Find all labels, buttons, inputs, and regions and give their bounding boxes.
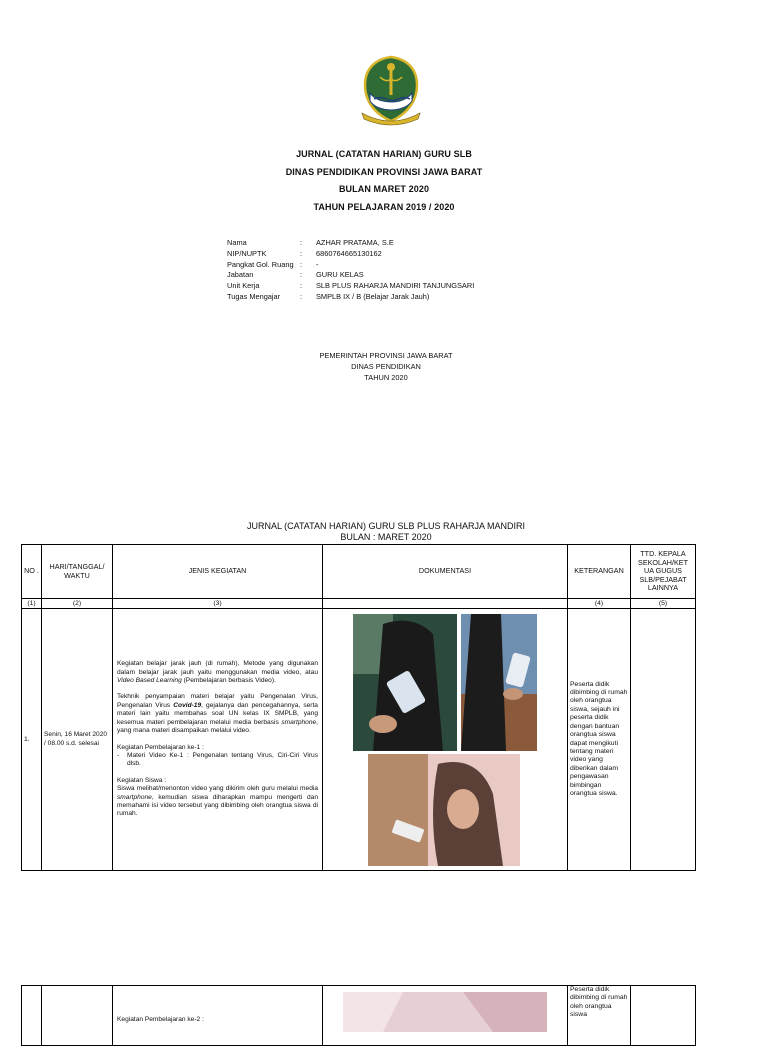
row-documentation bbox=[323, 986, 568, 1046]
header-title-line3: BULAN MARET 2020 bbox=[338, 184, 430, 194]
row-signature bbox=[631, 986, 696, 1046]
documentation-photo-3 bbox=[368, 754, 520, 866]
row-date: Senin, 16 Maret 2020 / 08.00 s.d. selesai bbox=[42, 609, 113, 871]
identity-row: Tugas Mengajar : SMPLB IX / B (Belajar Jarak Jauh) bbox=[227, 291, 430, 301]
column-numbering-row: (1) (2) (3) (4) (5) bbox=[22, 599, 696, 609]
row-activity: Kegiatan Pembelajaran ke-2 : bbox=[113, 986, 323, 1046]
row-notes: Peserta didik dibimbing di rumah oleh orangtua siswa, sejauh ini peserta didik dengan bantuan orangtua siswa dapat mengikuti tentang materi video yang diberikan dalam pengawasan bimbingan orangtua siswa. bbox=[568, 609, 631, 871]
row-number: 1. bbox=[22, 609, 42, 871]
journal-header bbox=[0, 146, 768, 216]
row-signature bbox=[631, 609, 696, 871]
row-activity: Kegiatan belajar jarak jauh (di rumah), Metode yang digunakan dalam belajar jarak jauh yaitu menggunakan media video, atau Video Based Learning (Pembelajaran berbasis Video). Tekhnik penyampaian materi belajar yaitu Pengenalan Virus, Pengenalan Virus Covid-19, gejalanya dan pencegahannya, serta materi lain yaitu membahas soal UN kelas IX SMPLB, yang kesemua materi pembelajaran melalui media berbasis smartphone, yang mana materi disampaikan melalui video. Kegiatan Pembelajaran ke-1 : - Materi Video Ke-1 : Pengenalan tentang Virus, Ciri-Ciri Virus dlsb. Kegiatan Siswa : Siswa melihat/menonton video yang dikirim oleh guru melalui media smartphone, kemudian siswa diharapkan mampu mengerti dan memahami isi video tersebut yang dibimbing oleh orangtua siswa di rumah. bbox=[113, 609, 323, 871]
row-date bbox=[42, 986, 113, 1046]
col-header-signature: TTD. KEPALA SEKOLAH/KET UA GUGUS SLB/PEJABAT LAINNYA bbox=[631, 545, 696, 599]
table-title: JURNAL (CATATAN HARIAN) GURU SLB PLUS RAHARJA MANDIRI BULAN : MARET 2020 bbox=[246, 521, 526, 542]
col-header-notes: KETERANGAN bbox=[568, 545, 631, 599]
journal-table bbox=[21, 544, 696, 871]
government-footer: PEMERINTAH PROVINSI JAWA BARAT DINAS PENDIDIKAN TAHUN 2020 bbox=[319, 351, 453, 382]
journal-table-continued bbox=[21, 985, 696, 1046]
row-notes: Peserta didik dibimbing di rumah oleh orangtua siswa bbox=[568, 986, 631, 1046]
header-title-line2: DINAS PENDIDIKAN PROVINSI JAWA BARAT bbox=[285, 166, 483, 177]
identity-row: NIP/NUPTK : 6860764665130162 bbox=[227, 248, 382, 258]
header-title-line4: TAHUN PELAJARAN 2019 / 2020 bbox=[313, 201, 455, 212]
col-header-activity: JENIS KEGIATAN bbox=[113, 545, 323, 599]
teacher-identity-block bbox=[227, 238, 474, 303]
col-header-documentation: DOKUMENTASI bbox=[323, 545, 568, 599]
col-header-no: NO . bbox=[22, 545, 42, 599]
documentation-photo-4 bbox=[343, 992, 547, 1032]
documentation-photo-2 bbox=[461, 614, 537, 751]
identity-row: Nama : AZHAR PRATAMA, S.E bbox=[227, 238, 394, 247]
west-java-emblem-logo bbox=[360, 55, 422, 127]
col-header-date: HARI/TANGGAL/ WAKTU bbox=[42, 545, 113, 599]
row-number bbox=[22, 986, 42, 1046]
identity-row: Jabatan : GURU KELAS bbox=[227, 270, 364, 280]
header-title-line1: JURNAL (CATATAN HARIAN) GURU SLB bbox=[296, 149, 472, 159]
documentation-photo-1 bbox=[353, 614, 457, 751]
table-row bbox=[22, 986, 696, 1046]
row-documentation bbox=[323, 609, 568, 871]
table-row bbox=[22, 609, 696, 871]
identity-row: Unit Kerja : SLB PLUS RAHARJA MANDIRI TANJUNGSARI bbox=[227, 281, 475, 291]
identity-row: Pangkat Gol. Ruang : - bbox=[227, 259, 319, 269]
